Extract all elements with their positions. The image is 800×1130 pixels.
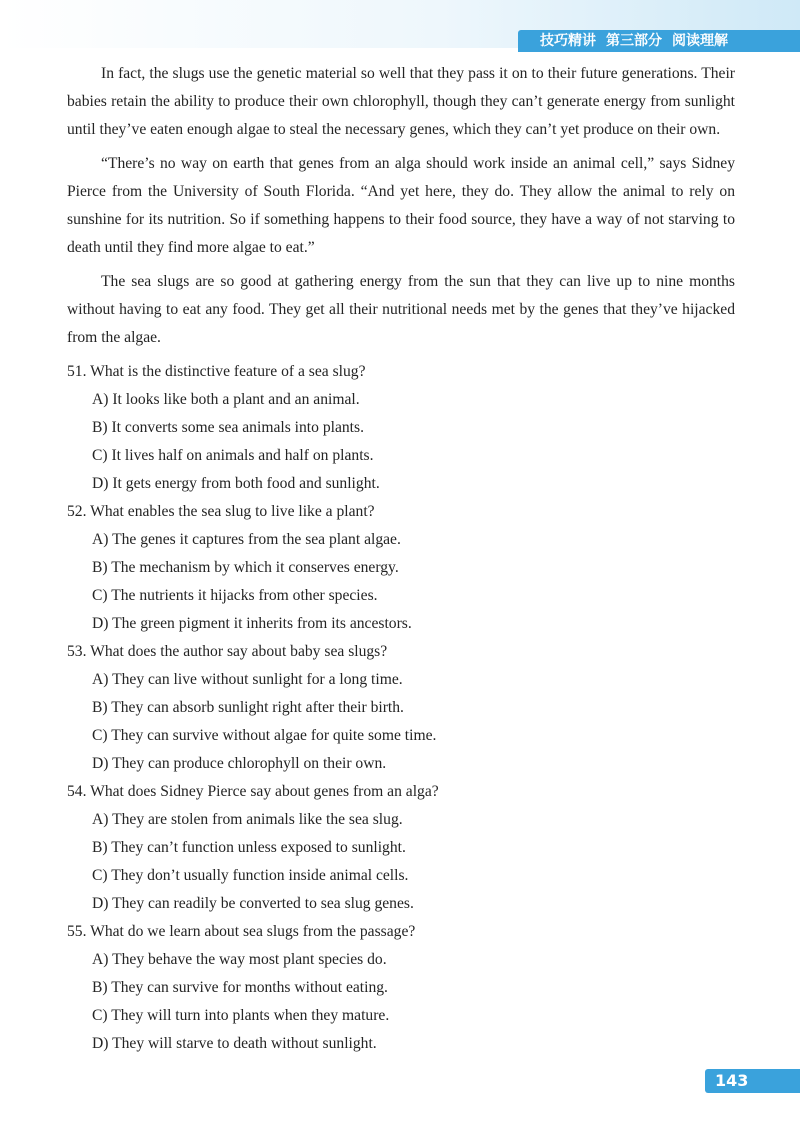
header-topic-label: 阅读理解 — [672, 33, 728, 49]
question-stem: 53. What does the author say about baby sea slugs? — [67, 643, 388, 660]
passage-paragraph-2: “There’s no way on earth that genes from an alga should work inside an animal cell,” says Sidney Pierce from the University of South Florida. “And yet here, they do. They allow the animal to rely on sunshine for its nutrition. So if something happens to their food source, they have a way of not starving to death until they find more algae to eat.” — [67, 155, 735, 256]
answer-option-c: C) It lives half on animals and half on plants. — [92, 447, 374, 464]
answer-option-d: D) It gets energy from both food and sunlight. — [92, 475, 380, 492]
question-stem: 52. What enables the sea slug to live like a plant? — [67, 503, 375, 520]
answer-option-a: A) They can live without sunlight for a long time. — [92, 671, 403, 688]
reading-passage — [67, 60, 735, 352]
header-section-label: 技巧精讲 — [540, 33, 596, 49]
answer-option-a: A) They behave the way most plant species do. — [92, 951, 387, 968]
answer-option-d: D) They can produce chlorophyll on their own. — [92, 755, 387, 772]
page-number: 143 — [705, 1069, 800, 1093]
answer-option-d: D) The green pigment it inherits from its ancestors. — [92, 615, 412, 632]
question-stem: 51. What is the distinctive feature of a sea slug? — [67, 363, 366, 380]
passage-paragraph-1: In fact, the slugs use the genetic material so well that they pass it on to their future generations. Their babies retain the ability to produce their own chlorophyll, though they can’t generate energy from sunlight until they’ve eaten enough algae to steal the necessary genes, which they can’t yet produce on their own. — [67, 65, 735, 138]
question-list — [67, 358, 735, 1058]
question-stem: 54. What does Sidney Pierce say about genes from an alga? — [67, 783, 439, 800]
answer-option-d: D) They can readily be converted to sea slug genes. — [92, 895, 414, 912]
answer-option-c: C) They will turn into plants when they mature. — [92, 1007, 390, 1024]
question-53 — [67, 638, 735, 778]
answer-option-a: A) The genes it captures from the sea plant algae. — [92, 531, 401, 548]
answer-option-a: A) It looks like both a plant and an animal. — [92, 391, 360, 408]
answer-option-b: B) They can’t function unless exposed to sunlight. — [92, 839, 406, 856]
answer-option-b: B) They can survive for months without eating. — [92, 979, 388, 996]
question-54 — [67, 778, 735, 918]
question-stem: 55. What do we learn about sea slugs from the passage? — [67, 923, 416, 940]
answer-option-b: B) They can absorb sunlight right after their birth. — [92, 699, 404, 716]
answer-option-b: B) The mechanism by which it conserves energy. — [92, 559, 399, 576]
answer-option-b: B) It converts some sea animals into plants. — [92, 419, 364, 436]
section-header-tab — [518, 30, 800, 52]
answer-option-c: C) They can survive without algae for quite some time. — [92, 727, 437, 744]
header-part-label: 第三部分 — [606, 33, 662, 49]
answer-option-a: A) They are stolen from animals like the sea slug. — [92, 811, 403, 828]
question-55 — [67, 918, 735, 1058]
passage-paragraph-3: The sea slugs are so good at gathering energy from the sun that they can live up to nine months without having to eat any food. They get all their nutritional needs met by the genes that they’ve hijacked from the algae. — [67, 273, 735, 346]
question-52 — [67, 498, 735, 638]
question-51 — [67, 358, 735, 498]
page-content — [67, 60, 735, 1058]
answer-option-c: C) They don’t usually function inside animal cells. — [92, 867, 409, 884]
answer-option-c: C) The nutrients it hijacks from other species. — [92, 587, 378, 604]
answer-option-d: D) They will starve to death without sunlight. — [92, 1035, 377, 1052]
